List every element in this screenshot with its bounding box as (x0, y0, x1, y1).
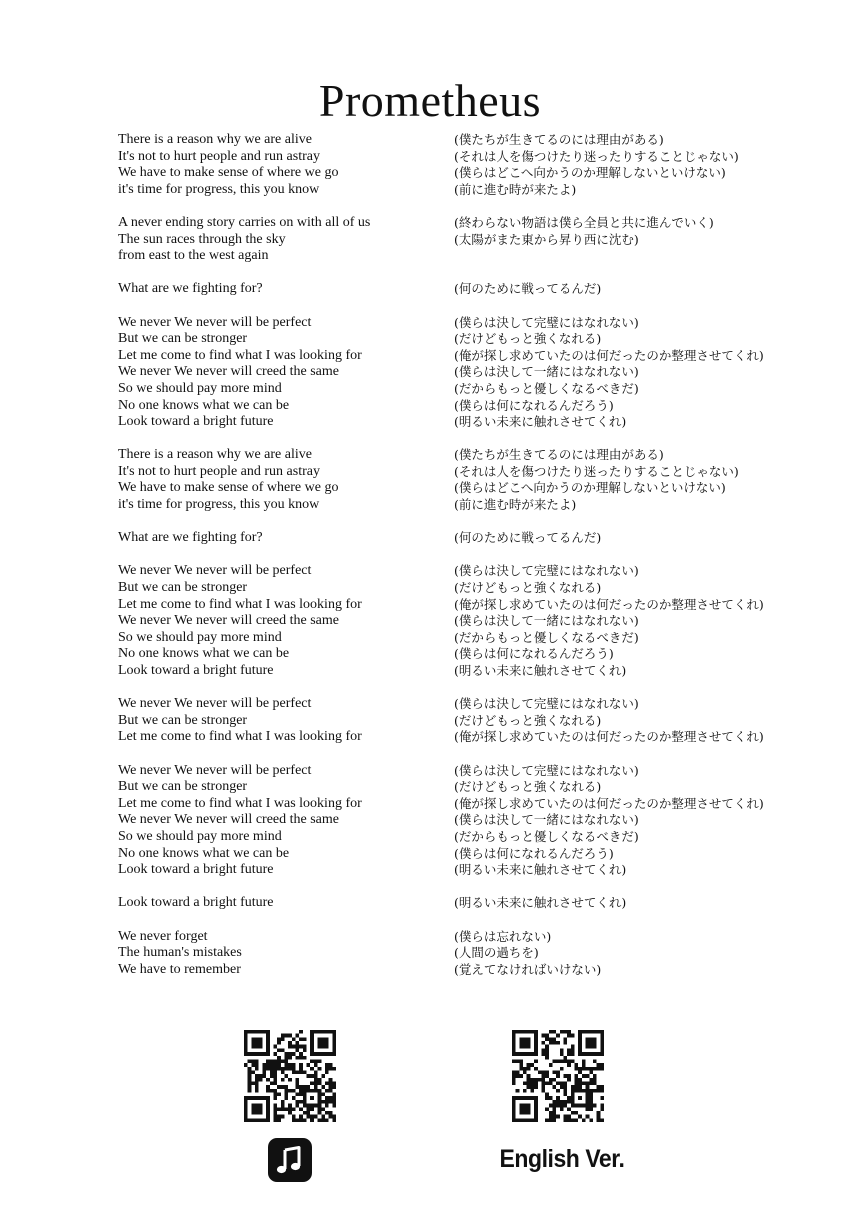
lyric-japanese: (僕らは決して完璧にはなれない) (454, 563, 639, 579)
lyric-japanese: (僕らは忘れない) (454, 928, 552, 944)
lyric-line (0, 497, 860, 514)
lyric-line (0, 945, 860, 962)
lyric-line (0, 580, 860, 597)
lyric-japanese: (だけどもっと強くなれる) (454, 331, 602, 347)
lyric-line (0, 364, 860, 381)
lyric-line (0, 149, 860, 166)
lyric-line (0, 414, 860, 431)
lyric-japanese: (前に進む時が来たよ) (454, 181, 577, 197)
lyric-japanese: (明るい未来に触れさせてくれ) (454, 663, 627, 678)
lyric-japanese: (僕らは決して一緒にはなれない) (454, 364, 639, 380)
lyric-japanese: (それは人を傷つけたり迷ったりすることじゃない) (454, 463, 739, 479)
song-title: Prometheus (318, 74, 542, 126)
stanza-spacer (0, 298, 860, 315)
lyric-line (0, 646, 860, 663)
lyric-japanese: (僕たちが生きてるのには理由がある) (454, 132, 664, 147)
lyric-japanese: (俺が探し求めていたのは何だったのか整理させてくれ) (454, 795, 764, 811)
lyric-japanese: (だけどもっと強くなれる) (454, 712, 602, 728)
lyric-japanese: (明るい未来に触れさせてくれ) (454, 862, 627, 878)
lyric-japanese: (だけどもっと強くなれる) (454, 779, 602, 795)
stanza-spacer (0, 198, 860, 215)
english-qr-code-icon[interactable] (512, 1030, 604, 1122)
lyric-line (0, 713, 860, 730)
lyric-line (0, 630, 860, 647)
stanza-spacer (0, 431, 860, 448)
lyric-english: But we can be stronger (118, 712, 248, 728)
lyric-line (0, 281, 860, 298)
lyric-english: from east to the west again (118, 248, 269, 264)
lyric-english: We have to remember (118, 961, 241, 977)
lyric-japanese: (終わらない物語は僕ら全員と共に進んでいく) (454, 214, 714, 230)
lyric-line (0, 929, 860, 946)
lyric-japanese: (だからもっと優しくなるべきだ) (454, 828, 639, 844)
stanza-spacer (0, 680, 860, 697)
lyric-english: But we can be stronger (118, 331, 248, 347)
lyric-english: We have to make sense of where we go (118, 480, 339, 496)
lyric-english: We never We never will creed the same (118, 812, 339, 828)
lyric-english: Look toward a bright future (118, 414, 274, 430)
lyric-english: No one knows what we can be (118, 845, 290, 861)
lyric-english: No one knows what we can be (118, 646, 290, 662)
lyric-japanese: (明るい未来に触れさせてくれ) (454, 414, 627, 430)
lyric-japanese: (俺が探し求めていたのは何だったのか整理させてくれ) (454, 596, 764, 612)
lyric-japanese: (僕らは何になれるんだろう) (454, 845, 614, 861)
lyric-line (0, 563, 860, 580)
lyric-line (0, 398, 860, 415)
lyric-line (0, 962, 860, 979)
english-version-label: English Ver. (499, 1145, 625, 1173)
lyric-japanese: (だからもっと優しくなるべきだ) (454, 629, 639, 645)
lyric-english: it's time for progress, this you know (118, 497, 320, 513)
lyric-line (0, 613, 860, 630)
lyric-english: Let me come to find what I was looking for (118, 729, 362, 745)
lyric-japanese: (だけどもっと強くなれる) (454, 580, 602, 596)
lyric-english: Let me come to find what I was looking for (118, 596, 362, 612)
lyric-japanese: (俺が探し求めていたのは何だったのか整理させてくれ) (454, 729, 764, 745)
lyric-english: Look toward a bright future (118, 895, 274, 911)
lyric-japanese: (僕らは決して完璧にはなれない) (454, 762, 639, 778)
lyric-english: So we should pay more mind (118, 380, 282, 396)
lyric-japanese: (僕らは決して一緒にはなれない) (454, 613, 639, 629)
lyrics-list (0, 132, 860, 978)
lyric-japanese: (それは人を傷つけたり迷ったりすることじゃない) (454, 148, 739, 164)
lyric-japanese: (何のために戦ってるんだ) (454, 281, 602, 297)
lyric-line (0, 597, 860, 614)
stanza-spacer (0, 879, 860, 896)
lyric-japanese: (僕らは決して完璧にはなれない) (454, 314, 639, 330)
lyric-line (0, 862, 860, 879)
lyric-japanese: (僕らはどこへ向かうのか理解しないといけない) (454, 480, 726, 496)
lyric-line (0, 215, 860, 232)
lyric-english: We never forget (118, 928, 208, 944)
lyric-japanese: (僕らは決して一緒にはなれない) (454, 812, 639, 828)
lyric-japanese: (覚えてなければいけない) (454, 961, 602, 977)
lyric-english: So we should pay more mind (118, 629, 282, 645)
lyric-english: There is a reason why we are alive (118, 132, 312, 147)
lyric-english: We never We never will be perfect (118, 314, 312, 330)
lyric-english: We never We never will creed the same (118, 613, 339, 629)
lyric-english: What are we fighting for? (118, 281, 263, 297)
lyric-english: It's not to hurt people and run astray (118, 148, 320, 164)
lyric-english: But we can be stronger (118, 779, 248, 795)
lyric-english: There is a reason why we are alive (118, 447, 312, 463)
lyric-line (0, 729, 860, 746)
lyric-japanese: (俺が探し求めていたのは何だったのか整理させてくれ) (454, 347, 764, 363)
lyric-line (0, 248, 860, 265)
lyric-line (0, 895, 860, 912)
lyric-english: Let me come to find what I was looking for (118, 795, 362, 811)
stanza-spacer (0, 746, 860, 763)
lyric-japanese: (だからもっと優しくなるべきだ) (454, 380, 639, 396)
lyric-line (0, 829, 860, 846)
lyric-japanese: (人間の過ちを) (454, 945, 539, 961)
lyric-english: Let me come to find what I was looking for (118, 347, 362, 363)
lyric-line (0, 232, 860, 249)
lyric-japanese: (太陽がまた東から昇り西に沈む) (454, 231, 639, 247)
lyric-line (0, 763, 860, 780)
lyric-line (0, 812, 860, 829)
lyric-japanese: (僕らは何になれるんだろう) (454, 646, 614, 662)
lyric-english: it's time for progress, this you know (118, 181, 320, 197)
stanza-spacer (0, 265, 860, 282)
lyric-line (0, 182, 860, 199)
lyric-english: Look toward a bright future (118, 663, 274, 678)
lyric-english: So we should pay more mind (118, 828, 282, 844)
lyric-japanese: (僕らは何になれるんだろう) (454, 397, 614, 413)
lyric-english: A never ending story carries on with all of us (118, 214, 371, 230)
lyric-english: The sun races through the sky (118, 231, 286, 247)
lyric-line (0, 796, 860, 813)
lyric-japanese: (何のために戦ってるんだ) (454, 530, 602, 546)
lyric-english: We never We never will creed the same (118, 364, 339, 380)
lyric-english: No one knows what we can be (118, 397, 290, 413)
lyric-english: It's not to hurt people and run astray (118, 463, 320, 479)
music-note-icon[interactable] (268, 1138, 312, 1182)
music-qr-code-icon[interactable] (244, 1030, 336, 1122)
lyric-line (0, 348, 860, 365)
lyric-japanese: (僕らは決して完璧にはなれない) (454, 696, 639, 712)
lyric-english: We never We never will be perfect (118, 696, 312, 712)
lyric-japanese: (明るい未来に触れさせてくれ) (454, 895, 627, 911)
stanza-spacer (0, 547, 860, 564)
lyric-english: But we can be stronger (118, 580, 248, 596)
lyric-line (0, 779, 860, 796)
lyric-line (0, 480, 860, 497)
lyric-english: We have to make sense of where we go (118, 165, 339, 181)
lyric-line (0, 447, 860, 464)
stanza-spacer (0, 912, 860, 929)
lyric-english: What are we fighting for? (118, 530, 263, 546)
lyric-line (0, 846, 860, 863)
lyric-line (0, 331, 860, 348)
lyric-english: The human's mistakes (118, 945, 242, 961)
lyric-english: Look toward a bright future (118, 862, 274, 878)
lyric-line (0, 530, 860, 547)
lyric-line (0, 165, 860, 182)
lyric-line (0, 663, 860, 680)
stanza-spacer (0, 514, 860, 531)
lyric-line (0, 696, 860, 713)
lyric-japanese: (僕らはどこへ向かうのか理解しないといけない) (454, 165, 726, 181)
lyric-japanese: (僕たちが生きてるのには理由がある) (454, 447, 664, 463)
lyric-japanese: (前に進む時が来たよ) (454, 497, 577, 513)
lyric-line (0, 132, 860, 149)
lyric-line (0, 315, 860, 332)
lyric-english: We never We never will be perfect (118, 762, 312, 778)
lyric-english: We never We never will be perfect (118, 563, 312, 579)
lyric-line (0, 381, 860, 398)
lyric-line (0, 464, 860, 481)
